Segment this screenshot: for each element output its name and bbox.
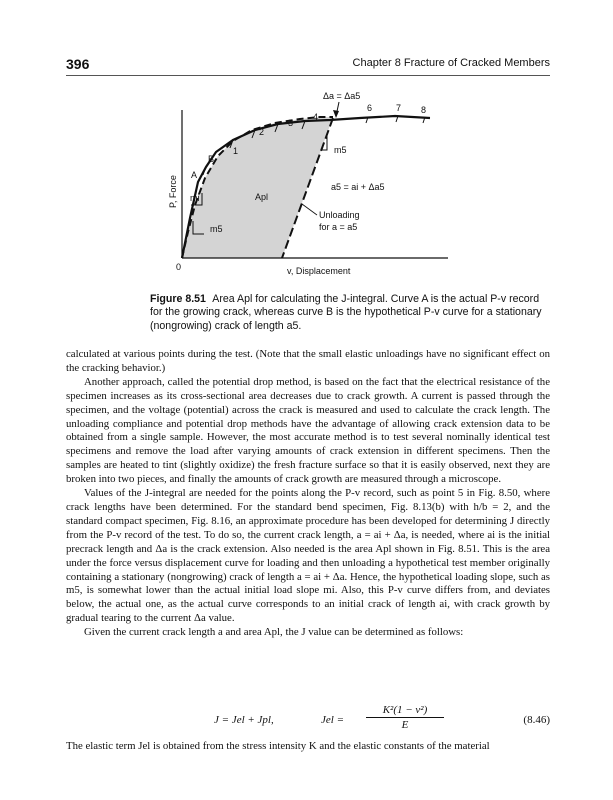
point-label-2: 2 — [259, 127, 265, 137]
unloading-label-line2: for a = a5 — [319, 222, 358, 232]
unloading-leader — [302, 204, 317, 215]
paragraph-potential-drop: Another approach, called the potential drop method, is based on the fact that the electrical resistance of the specimen increases as its cross-sectional area decreases due to crack growth. A current is passed through the specimen, and the voltage (potential) across the crack is measured and used to calculate the crack length. The unloading compliance and potential drop methods have the advantage of allowing crack extension data to be obtained from a single sample. However, the most accurate method is to test several nominally identical test specimens and remove the load after varying amounts of crack extension in different specimens. Then the samples are heated to tint (slightly oxidize) the fresh fracture surface so that it is easily observed, next they are broken into two pieces, and finally the amounts of crack growth are measured through a microscope. — [66, 375, 550, 486]
origin-label: 0 — [176, 262, 182, 272]
paragraph-continuation: calculated at various points during the test. (Note that the small elastic unloadings have no significant effect on the cracking behavior.) — [66, 348, 550, 374]
unloading-label-line1: Unloading — [319, 210, 360, 220]
paragraph-given: Given the current crack length a and area Apl, the J value can be determined as follows: — [84, 626, 464, 639]
paragraph-j-integral: Values of the J-integral are needed for the points along the P-v record, such as point 5 in Fig. 8.50, where crack lengths have been determined. For the standard bend specimen, Fig. 8.13(b) with h/b = 2, and the standard compact specimen, Fig. 8.16, an approximate procedure has been developed for determining J directly from the P-v record of the test. To do so, the current crack length, a = ai + Δa, is needed, where ai is the initial precrack length and Δa is the crack extension. Also needed is the area Apl shown in Fig. 8.51. This is the area under the force versus displacement curve for loading and then unloading a hypothetical test member originally containing a stationary (nongrowing) crack of length a = ai + Δa. Hence, the hypothetical loading slope, such as m5, is somewhat lower than the actual initial load slope mi. Also, this P-v curve differs from, and deviates below, the actual one, as the actual curve corresponds to an initial crack of length ai, with crack growth by gradual tearing to the current Δa value. — [66, 487, 550, 625]
body-text — [66, 348, 550, 640]
m5-bottom-label: m5 — [210, 224, 223, 234]
curve-a-label: A — [191, 170, 198, 180]
apl-label: Apl — [255, 192, 269, 202]
paragraph-elastic-term: The elastic term Jel is obtained from the stress intensity K and the elastic constants of the material — [66, 740, 490, 752]
point-label-4: 4 — [313, 112, 319, 122]
point-label-3: 3 — [288, 118, 294, 128]
caption-text: Area Apl for calculating the J-integral. Curve A is the actual P-v record for the growing crack, whereas curve B is the hypothetical P-v curve for a stationary (nongrowing) crack of length a5. — [150, 293, 542, 332]
point-label-7: 7 — [396, 103, 402, 113]
delta-a-label: Δa = Δa5 — [323, 91, 361, 101]
equation-number: (8.46) — [523, 714, 550, 726]
y-axis-label: P, Force — [168, 175, 178, 208]
point-label-1: 1 — [233, 146, 239, 156]
equation-8-46 — [66, 706, 550, 740]
mi-label: mi — [190, 193, 200, 203]
point-label-8: 8 — [421, 105, 427, 115]
m5-top-label: m5 — [334, 145, 347, 155]
a5-label: a5 = ai + Δa5 — [331, 182, 385, 192]
equation-jel: Jel = — [321, 714, 344, 726]
equation-numerator: K²(1 − ν²) — [366, 704, 444, 718]
caption-label: Figure 8.51 — [150, 293, 206, 305]
equation-lhs: J = Jel + Jpl, — [214, 714, 274, 726]
curve-b-label: B — [208, 154, 215, 164]
x-axis-label: v, Displacement — [287, 266, 351, 276]
equation-denominator: E — [401, 719, 409, 731]
point-label-6: 6 — [367, 103, 373, 113]
figure-caption — [150, 293, 550, 333]
apl-shaded-area — [182, 117, 333, 258]
figure-8-51 — [0, 0, 613, 290]
delta-a-arrowhead — [333, 110, 339, 118]
page-number: 396 — [66, 56, 90, 72]
running-head: Chapter 8 Fracture of Cracked Members — [352, 57, 550, 69]
equation-fraction — [366, 704, 444, 731]
